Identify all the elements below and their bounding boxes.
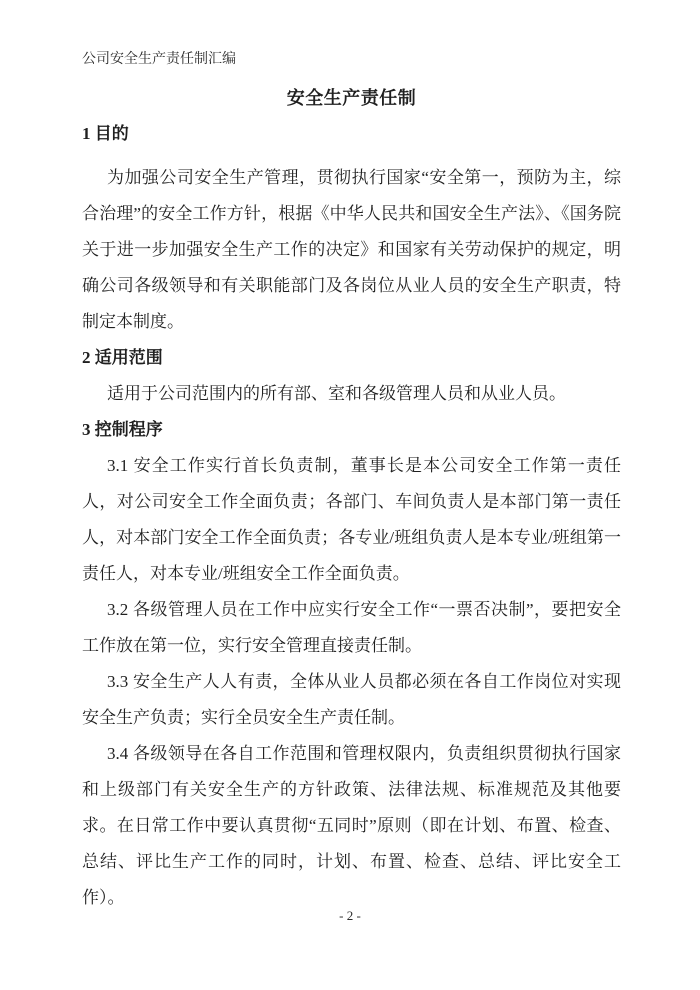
paragraph: 适用于公司范围内的所有部、室和各级管理人员和从业人员。 <box>107 384 566 403</box>
paragraph: 3.1 安全工作实行首长负责制，董事长是本公司安全工作第一责任人，对公司安全工作全面负责；各部门、车间负责人是本部门第一责任人，对本部门安全工作全面负责；各专业/班组负责人是本专业/班组第一责任人，对本专业/班组安全工作全面负责。 <box>82 456 621 583</box>
section-scope <box>82 340 621 412</box>
document-title: 安全生产责任制 <box>286 88 417 108</box>
paragraph: 3.2 各级管理人员在工作中应实行安全工作“一票否决制”，要把安全工作放在第一位，实行安全管理直接责任制。 <box>82 600 621 655</box>
section-purpose <box>82 116 621 340</box>
section-heading-control-procedure: 3 控制程序 <box>82 420 163 439</box>
page-number: - 2 - <box>339 908 361 923</box>
section-control-procedure <box>82 412 621 916</box>
section-heading-purpose: 1 目的 <box>82 124 129 143</box>
paragraph: 3.4 各级领导在各自工作范围和管理权限内，负责组织贯彻执行国家和上级部门有关安全生产的方针政策、法律法规、标准规范及其他要求。在日常工作中要认真贯彻“五同时”原则（即在计划、布置、检查、总结、评比生产工作的同时，计划、布置、检查、总结、评比安全工作）。 <box>82 744 621 907</box>
section-heading-scope: 2 适用范围 <box>82 348 163 367</box>
paragraph: 为加强公司安全生产管理，贯彻执行国家“安全第一，预防为主，综合治理”的安全工作方针，根据《中华人民共和国安全生产法》、《国务院关于进一步加强安全生产工作的决定》和国家有关劳动保护的规定，明确公司各级领导和有关职能部门及各岗位从业人员的安全生产职责，特制定本制度。 <box>82 168 621 331</box>
paragraph: 3.3 安全生产人人有责，全体从业人员都必须在各自工作岗位对实现安全生产负责；实行全员安全生产责任制。 <box>82 672 621 727</box>
running-header: 公司安全生产责任制汇编 <box>82 52 236 67</box>
